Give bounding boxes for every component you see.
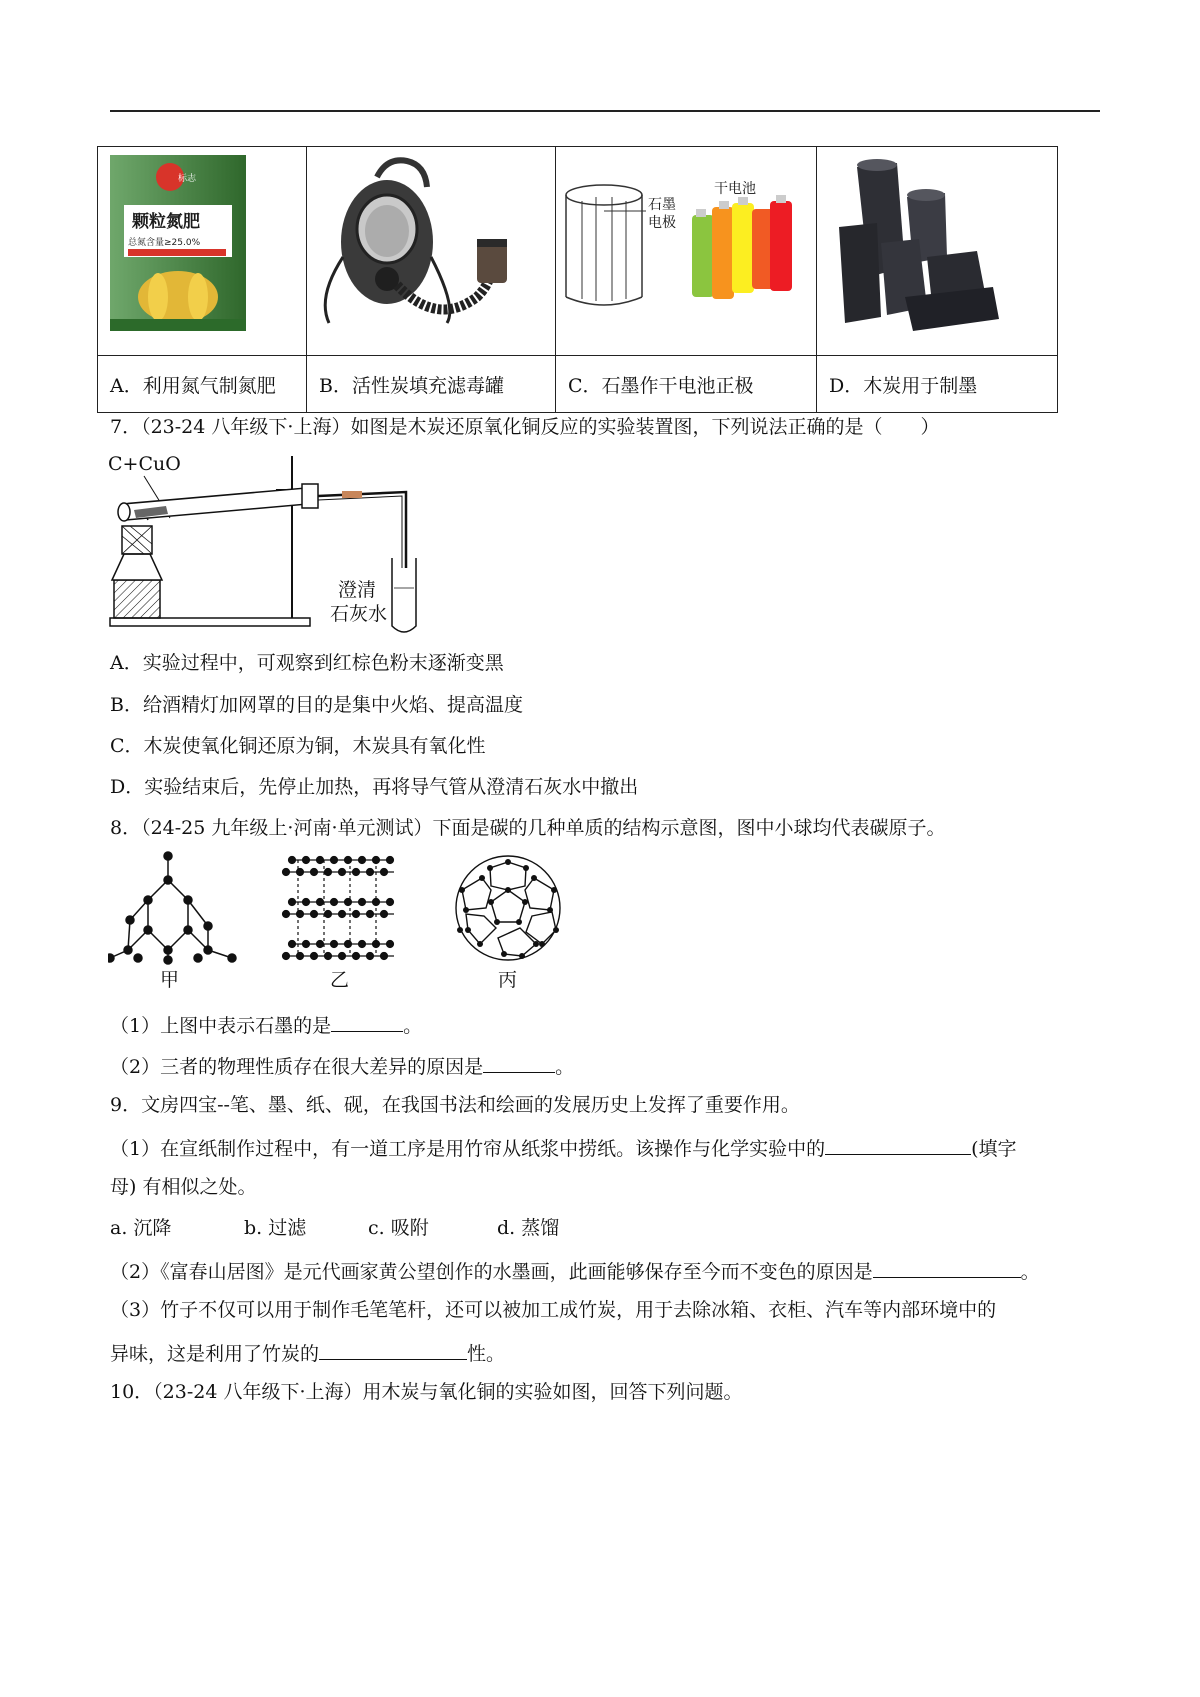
battery-label: 干电池 xyxy=(714,181,756,197)
q8-sub1-text: （1）上图中表示石墨的是 xyxy=(110,1015,332,1037)
q8-stem: 8．（24-25 九年级上·河南·单元测试）下面是碳的几种单质的结构示意图，图中小球均代表碳原子。 xyxy=(110,817,946,839)
q9-sub3-blank[interactable] xyxy=(319,1339,467,1360)
dry-battery-icon xyxy=(556,147,816,351)
q9-sub3-end: 性。 xyxy=(467,1343,506,1365)
option-d-image xyxy=(817,147,1058,356)
q9-stem: 9．文房四宝--笔、墨、纸、砚，在我国书法和绘画的发展历史上发挥了重要作用。 xyxy=(110,1094,800,1116)
q6-options-table xyxy=(97,146,1058,413)
q7-choice-a: A．实验过程中，可观察到红棕色粉末逐渐变黑 xyxy=(110,652,504,674)
q9-sub1-continued: 母) 有相似之处。 xyxy=(110,1176,257,1198)
q9-sub3: （3）竹子不仅可以用于制作毛笔笔杆，还可以被加工成竹炭，用于去除冰箱、衣柜、汽车等内部环境中的 xyxy=(110,1299,997,1321)
bag-subtitle: 总氮含量≥25.0% xyxy=(128,238,201,248)
q7-choice-c: C．木炭使氧化铜还原为铜，木炭具有氧化性 xyxy=(110,735,486,757)
diamond-structure-icon xyxy=(108,852,236,964)
gas-mask-icon xyxy=(307,147,555,351)
reactant-label: C+CuO xyxy=(108,453,181,475)
q8-sub2-text: （2）三者的物理性质存在很大差异的原因是 xyxy=(110,1056,484,1078)
q8-sub1 xyxy=(110,1011,422,1038)
q7-choice-b: B．给酒精灯加网罩的目的是集中火焰、提高温度 xyxy=(110,694,523,716)
electrode-label: 电极 xyxy=(648,215,676,231)
q9-sub2 xyxy=(110,1257,1040,1284)
q10-stem: 10．（23-24 八年级下·上海）用木炭与氧化铜的实验如图，回答下列问题。 xyxy=(110,1381,743,1403)
q9-sub2-blank[interactable] xyxy=(873,1257,1021,1278)
limewater-label-2: 石灰水 xyxy=(330,603,388,625)
q7-stem: 7．（23-24 八年级下·上海）如图是木炭还原氧化铜反应的实验装置图，下列说法正确的是（ ） xyxy=(110,416,940,438)
graphite-structure-icon xyxy=(283,857,395,960)
option-b-image xyxy=(307,147,556,356)
label-bing: 丙 xyxy=(498,969,518,990)
bag-brand: 标志 xyxy=(178,174,197,184)
header-rule xyxy=(110,110,1100,112)
fertilizer-bag-icon xyxy=(98,147,306,351)
q8-sub2-end: 。 xyxy=(555,1056,575,1078)
q9-sub1 xyxy=(110,1134,1017,1161)
q9-choice-b: b. 过滤 xyxy=(244,1217,307,1239)
q7-choice-d: D．实验结束后，先停止加热，再将导气管从澄清石灰水中撤出 xyxy=(110,776,639,798)
option-c-image xyxy=(556,147,817,356)
label-yi: 乙 xyxy=(330,969,350,990)
option-a-image xyxy=(98,147,307,356)
limewater-label-1: 澄清 xyxy=(338,579,377,601)
option-c-label: C．石墨作干电池正极 xyxy=(556,356,817,413)
q8-sub1-blank[interactable] xyxy=(331,1011,403,1032)
q9-sub1-end: (填字 xyxy=(971,1138,1017,1160)
q9-choice-d: d. 蒸馏 xyxy=(497,1217,560,1239)
q9-sub3-continued xyxy=(110,1339,505,1366)
option-b-label: B．活性炭填充滤毒罐 xyxy=(307,356,556,413)
bag-title: 颗粒氮肥 xyxy=(132,212,200,232)
q9-sub3-text: 异味，这是利用了竹炭的 xyxy=(110,1343,320,1365)
q8-sub2-blank[interactable] xyxy=(483,1052,555,1073)
q9-sub1-blank[interactable] xyxy=(825,1134,971,1155)
q8-carbon-structures xyxy=(108,850,578,990)
charcoal-icon xyxy=(817,147,1057,351)
q8-sub1-end: 。 xyxy=(403,1015,423,1037)
q9-sub2-end: 。 xyxy=(1020,1261,1040,1283)
q9-choice-a: a. 沉降 xyxy=(110,1217,172,1239)
q9-sub1-text: （1）在宣纸制作过程中，有一道工序是用竹帘从纸浆中捞纸。该操作与化学实验中的 xyxy=(110,1138,826,1160)
option-a-label: A．利用氮气制氮肥 xyxy=(98,356,307,413)
label-jia: 甲 xyxy=(160,969,180,990)
q9-sub2-text: （2）《富春山居图》是元代画家黄公望创作的水墨画，此画能够保存至今而不变色的原因是 xyxy=(110,1261,873,1283)
q9-choice-c: c. 吸附 xyxy=(368,1217,429,1239)
q8-sub2 xyxy=(110,1052,574,1079)
q7-apparatus-diagram xyxy=(106,448,436,638)
graphite-label: 石墨 xyxy=(648,197,676,213)
option-d-label: D．木炭用于制墨 xyxy=(817,356,1058,413)
